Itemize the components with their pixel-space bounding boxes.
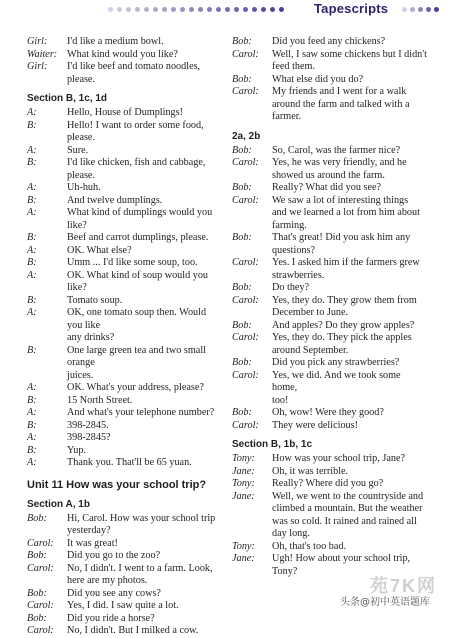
- section-heading: Section B, 1c, 1d: [27, 93, 108, 104]
- dialogue-line: [232, 220, 428, 233]
- dialogue-line: [232, 195, 428, 208]
- dialogue-line: [232, 541, 428, 554]
- dialogue-text: No, I didn't. I went to a farm. Look,: [67, 562, 213, 574]
- dialogue-text: farmer.: [272, 111, 302, 122]
- dialogue-line: [27, 432, 223, 445]
- dialogue-line: [27, 107, 223, 120]
- dialogue-line: [27, 513, 223, 526]
- dialogue-line: [27, 207, 223, 232]
- dialogue-text: Did you ride a horse?: [67, 612, 155, 624]
- dialogue-text: was so cold. It rained and rained all: [272, 515, 417, 527]
- speaker-label: [232, 245, 272, 258]
- dialogue-text: I'd like a medium bowl.: [67, 36, 164, 47]
- speaker-label: [232, 345, 272, 358]
- header-dot: [252, 7, 257, 12]
- dialogue-line: [27, 395, 223, 408]
- dialogue-line: [232, 553, 428, 566]
- header-dot: [243, 7, 248, 12]
- dialogue-text: yesterday?: [67, 525, 111, 536]
- speaker-label: [232, 270, 272, 283]
- speaker-label: [232, 111, 272, 124]
- header-dot: [198, 7, 203, 12]
- dialogue-text: Thank you. That'll be 65 yuan.: [67, 457, 192, 468]
- section-heading: Section A, 1b: [27, 498, 90, 510]
- speaker-label: A:: [27, 382, 37, 393]
- header-dot: [434, 7, 439, 12]
- speaker-label: A:: [27, 432, 37, 443]
- dialogue-text: Hello, House of Dumplings!: [67, 107, 184, 118]
- speaker-label: Bob:: [232, 36, 252, 47]
- dialogue-line: [232, 466, 428, 479]
- speaker-label: Jane:: [232, 553, 255, 564]
- speaker-label: Girl:: [27, 36, 48, 47]
- dialogue-line: [232, 370, 428, 395]
- dialogue-text: Did you pick any strawberries?: [272, 357, 400, 368]
- page-header-title: Tapescripts: [314, 1, 389, 16]
- speaker-label: A:: [27, 457, 37, 468]
- dialogue-text: Yup.: [67, 444, 86, 456]
- dialogue-text: No, I didn't. But I milked a cow.: [67, 625, 199, 636]
- dialogue-line: [232, 478, 428, 491]
- dialogue-text: too!: [272, 394, 289, 406]
- speaker-label: B:: [27, 419, 37, 431]
- header-dots-right: [402, 7, 442, 15]
- header-dot: [144, 7, 149, 12]
- speaker-label: Carol:: [232, 157, 259, 168]
- dialogue-line: [232, 528, 428, 541]
- dialogue-line: [232, 74, 428, 87]
- speaker-label: Bob:: [232, 357, 252, 368]
- dialogue-line: [27, 550, 223, 563]
- speaker-label: A:: [27, 107, 37, 118]
- dialogue-line: [27, 36, 223, 49]
- dialogue-text: OK, one tomato soup then. Would you like: [67, 307, 207, 331]
- speaker-label: Carol:: [232, 332, 259, 343]
- dialogue-text: Did you see any cows?: [67, 587, 161, 599]
- dialogue-text: Yes, I did. I saw quite a lot.: [67, 600, 179, 611]
- dialogue-text: Yes, they do. They grow them from: [272, 294, 417, 306]
- dialogue-line: [27, 457, 223, 470]
- header-dot: [126, 7, 131, 12]
- dialogue-text: Well, we went to the countryside and: [272, 490, 424, 502]
- dialogue-text: December to June.: [272, 307, 349, 318]
- dialogue-line: [27, 575, 223, 588]
- speaker-label: Carol:: [232, 294, 259, 306]
- speaker-label: Jane:: [232, 490, 255, 502]
- dialogue-line: [232, 395, 428, 408]
- header-dot: [153, 7, 158, 12]
- dialogue-line: [232, 320, 428, 333]
- speaker-label: A:: [27, 244, 37, 256]
- dialogue-text: Hi, Carol. How was your school trip: [67, 512, 216, 524]
- dialogue-text: Oh, it was terrible.: [272, 465, 349, 477]
- dialogue-line: [27, 49, 223, 62]
- dialogue-text: Oh, wow! Were they good?: [272, 407, 384, 418]
- dialogue-line: [232, 270, 428, 283]
- dialogue-line: [27, 420, 223, 433]
- dialogue-text: farming.: [272, 219, 307, 231]
- speaker-label: B:: [27, 344, 37, 356]
- speaker-label: [232, 528, 272, 541]
- dialogue-text: Yes, he was very friendly, and he: [272, 157, 407, 168]
- dialogue-text: strawberries.: [272, 269, 325, 281]
- speaker-label: Bob:: [232, 232, 252, 243]
- dialogue-text: OK. What kind of soup would you like?: [67, 269, 209, 293]
- speaker-label: [232, 207, 272, 220]
- dialogue-text: What kind would you like?: [67, 48, 178, 60]
- dialogue-text: questions?: [272, 244, 316, 256]
- dialogue-text: Uh-huh.: [67, 182, 101, 193]
- dialogue-line: [232, 111, 428, 124]
- header-dot: [180, 7, 185, 12]
- dialogue-line: [232, 332, 428, 345]
- dialogue-text: Really? What did you see?: [272, 182, 382, 193]
- dialogue-text: One large green tea and two small orange: [67, 344, 206, 368]
- speaker-label: Bob:: [232, 319, 252, 331]
- right-column: [232, 36, 428, 578]
- watermark-caption: 头条@初中英语题库: [340, 597, 430, 608]
- speaker-label: Bob:: [232, 182, 252, 193]
- dialogue-text: My friends and I went for a walk: [272, 86, 407, 97]
- speaker-label: Girl:: [27, 61, 48, 72]
- dialogue-text: and we learned a lot from him about: [272, 207, 420, 218]
- dialogue-line: [27, 613, 223, 626]
- dialogue-line: [232, 157, 428, 170]
- dialogue-text: 15 North Street.: [67, 394, 133, 406]
- dialogue-line: [232, 86, 428, 99]
- unit-heading: Unit 11 How was your school trip?: [27, 478, 207, 491]
- speaker-label: Bob:: [232, 73, 252, 85]
- dialogue-text: showed us around the farm.: [272, 169, 385, 181]
- speaker-label: A:: [27, 269, 37, 281]
- dialogue-text: So, Carol, was the farmer nice?: [272, 144, 401, 156]
- speaker-label: Bob:: [232, 407, 252, 418]
- dialogue-text: climbed a mountain. But the weather: [272, 503, 423, 514]
- dialogue-line: [27, 232, 223, 245]
- dialogue-text: Really? Where did you go?: [272, 478, 384, 489]
- dialogue-line: [232, 307, 428, 320]
- header-dot: [108, 7, 113, 12]
- speaker-label: Tony:: [232, 453, 255, 464]
- header-dot: [135, 7, 140, 12]
- speaker-label: B:: [27, 157, 37, 168]
- dialogue-line: [232, 453, 428, 466]
- dialogue-text: please.: [67, 73, 96, 85]
- speaker-label: B:: [27, 119, 37, 131]
- dialogue-line: [27, 257, 223, 270]
- speaker-label: Waiter:: [27, 48, 58, 60]
- dialogue-line: [27, 145, 223, 158]
- speaker-label: B:: [27, 257, 37, 268]
- dialogue-text: How was your school trip, Jane?: [272, 453, 405, 464]
- dialogue-line: [27, 588, 223, 601]
- dialogue-line: [232, 345, 428, 358]
- speaker-label: [27, 575, 67, 588]
- speaker-label: [232, 395, 272, 408]
- dialogue-line: [232, 282, 428, 295]
- dialogue-text: Well, I saw some chickens but I didn't: [272, 48, 427, 60]
- dialogue-line: [232, 407, 428, 420]
- dialogue-line: [232, 207, 428, 220]
- dialogue-line: [27, 382, 223, 395]
- dialogue-text: juices.: [67, 369, 94, 381]
- dialogue-line: [232, 61, 428, 74]
- speaker-label: A:: [27, 307, 37, 318]
- dialogue-line: [27, 370, 223, 383]
- dialogue-text: feed them.: [272, 61, 315, 72]
- dialogue-text: Hello! I want to order some food, please.: [67, 119, 204, 143]
- dialogue-line: [27, 195, 223, 208]
- speaker-label: [27, 332, 67, 345]
- dialogue-line: [232, 36, 428, 49]
- speaker-label: A:: [27, 182, 37, 193]
- dialogue-text: Oh, that's too bad.: [272, 540, 346, 552]
- dialogue-line: [232, 357, 428, 370]
- speaker-label: Carol:: [232, 257, 259, 268]
- dialogue-text: I'd like beef and tomato noodles,: [67, 61, 201, 72]
- dialogue-text: 398-2845?: [67, 432, 111, 443]
- dialogue-line: [27, 445, 223, 458]
- dialogue-text: What kind of dumplings would you like?: [67, 207, 213, 231]
- speaker-label: B:: [27, 294, 37, 306]
- dialogue-text: Did you go to the zoo?: [67, 550, 161, 561]
- speaker-label: Carol:: [27, 562, 54, 574]
- header-dot: [225, 7, 230, 12]
- header-dots-left: [108, 7, 278, 15]
- speaker-label: Carol:: [232, 48, 259, 60]
- speaker-label: Tony:: [232, 478, 255, 489]
- speaker-label: Carol:: [27, 537, 54, 549]
- speaker-label: Bob:: [232, 282, 252, 293]
- section-heading: 2a, 2b: [232, 130, 261, 142]
- dialogue-text: That's great! Did you ask him any: [272, 232, 411, 243]
- header-dot: [189, 7, 194, 12]
- speaker-label: Tony:: [232, 540, 255, 552]
- speaker-label: [232, 99, 272, 112]
- watermark-logo: 苑7K网: [370, 576, 438, 596]
- dialogue-line: [232, 182, 428, 195]
- speaker-label: [232, 307, 272, 320]
- speaker-label: Carol:: [232, 194, 259, 206]
- speaker-label: Bob:: [27, 587, 47, 599]
- dialogue-line: [27, 625, 223, 638]
- header-dot: [117, 7, 122, 12]
- dialogue-line: [27, 525, 223, 538]
- speaker-label: [232, 516, 272, 529]
- dialogue-line: [232, 257, 428, 270]
- dialogue-text: Umm ... I'd like some soup, too.: [67, 257, 198, 268]
- header-dot: [171, 7, 176, 12]
- speaker-label: Bob:: [232, 144, 252, 156]
- dialogue-text: Yes, we did. And we took some home,: [272, 369, 401, 393]
- header-dot: [418, 7, 423, 12]
- speaker-label: [232, 61, 272, 74]
- speaker-label: B:: [27, 194, 37, 206]
- header-dot: [207, 7, 212, 12]
- speaker-label: A:: [27, 144, 37, 156]
- dialogue-line: [27, 270, 223, 295]
- dialogue-line: [232, 99, 428, 112]
- dialogue-text: And apples? Do they grow apples?: [272, 319, 415, 331]
- dialogue-text: Yes. I asked him if the farmers grew: [272, 257, 420, 268]
- dialogue-text: We saw a lot of interesting things: [272, 194, 409, 206]
- speaker-label: [232, 503, 272, 516]
- dialogue-line: [27, 407, 223, 420]
- header-dot: [261, 7, 266, 12]
- dialogue-line: [232, 170, 428, 183]
- dialogue-line: [232, 420, 428, 433]
- speaker-label: [27, 74, 67, 87]
- header-dot: [162, 7, 167, 12]
- dialogue-text: Did you feed any chickens?: [272, 36, 386, 47]
- dialogue-line: [27, 74, 223, 87]
- speaker-label: Bob:: [27, 612, 47, 624]
- dialogue-line: [27, 538, 223, 551]
- speaker-label: [232, 566, 272, 579]
- dialogue-line: [27, 295, 223, 308]
- dialogue-text: OK. What's your address, please?: [67, 382, 204, 393]
- dialogue-text: And what's your telephone number?: [67, 407, 215, 418]
- dialogue-line: [232, 491, 428, 504]
- speaker-label: Carol:: [232, 369, 259, 381]
- speaker-label: Bob:: [27, 550, 47, 561]
- dialogue-text: OK. What else?: [67, 244, 132, 256]
- speaker-label: [232, 220, 272, 233]
- speaker-label: B:: [27, 444, 37, 456]
- dialogue-text: around the farm and talked with a: [272, 98, 410, 110]
- header-dot: [426, 7, 431, 12]
- dialogue-text: here are my photos.: [67, 575, 148, 586]
- speaker-label: Carol:: [232, 419, 259, 431]
- dialogue-line: [27, 61, 223, 74]
- dialogue-line: [232, 245, 428, 258]
- dialogue-line: [27, 332, 223, 345]
- dialogue-text: It was great!: [67, 537, 118, 549]
- dialogue-text: Ugh! How about your school trip,: [272, 553, 411, 564]
- header-dot: [279, 7, 284, 12]
- header-dot: [216, 7, 221, 12]
- dialogue-text: around September.: [272, 344, 349, 356]
- dialogue-text: 398-2845.: [67, 419, 109, 431]
- speaker-label: B:: [27, 232, 37, 243]
- dialogue-line: [27, 345, 223, 370]
- dialogue-text: Do they?: [272, 282, 310, 293]
- speaker-label: A:: [27, 407, 37, 418]
- dialogue-text: They were delicious!: [272, 419, 358, 431]
- header-dot: [410, 7, 415, 12]
- dialogue-line: [27, 182, 223, 195]
- dialogue-line: [232, 503, 428, 516]
- dialogue-text: I'd like chicken, fish and cabbage, please.: [67, 157, 206, 181]
- section-heading: Section B, 1b, 1c: [232, 439, 313, 450]
- dialogue-text: Sure.: [67, 144, 89, 156]
- dialogue-line: [232, 49, 428, 62]
- dialogue-line: [27, 600, 223, 613]
- dialogue-line: [232, 232, 428, 245]
- dialogue-text: Beef and carrot dumplings, please.: [67, 232, 209, 243]
- dialogue-text: And twelve dumplings.: [67, 194, 163, 206]
- dialogue-text: Yes, they do. They pick the apples: [272, 332, 412, 343]
- speaker-label: Bob:: [27, 512, 47, 524]
- speaker-label: Carol:: [232, 86, 259, 97]
- speaker-label: Carol:: [27, 625, 54, 636]
- dialogue-text: day long.: [272, 528, 310, 539]
- dialogue-text: any drinks?: [67, 332, 115, 343]
- speaker-label: [232, 170, 272, 183]
- speaker-label: A:: [27, 207, 37, 218]
- dialogue-line: [27, 120, 223, 145]
- dialogue-line: [27, 157, 223, 182]
- dialogue-text: Tomato soup.: [67, 294, 123, 306]
- speaker-label: [27, 370, 67, 383]
- speaker-label: Jane:: [232, 465, 255, 477]
- speaker-label: [27, 525, 67, 538]
- speaker-label: B:: [27, 394, 37, 406]
- dialogue-line: [27, 563, 223, 576]
- dialogue-line: [232, 295, 428, 308]
- dialogue-text: What else did you do?: [272, 73, 364, 85]
- dialogue-text: Tony?: [272, 565, 298, 577]
- dialogue-line: [232, 145, 428, 158]
- dialogue-line: [27, 307, 223, 332]
- speaker-label: Carol:: [27, 600, 54, 611]
- header-dot: [270, 7, 275, 12]
- header-dot: [234, 7, 239, 12]
- dialogue-line: [232, 516, 428, 529]
- left-column: [27, 36, 223, 638]
- dialogue-line: [27, 245, 223, 258]
- header-dot: [402, 7, 407, 12]
